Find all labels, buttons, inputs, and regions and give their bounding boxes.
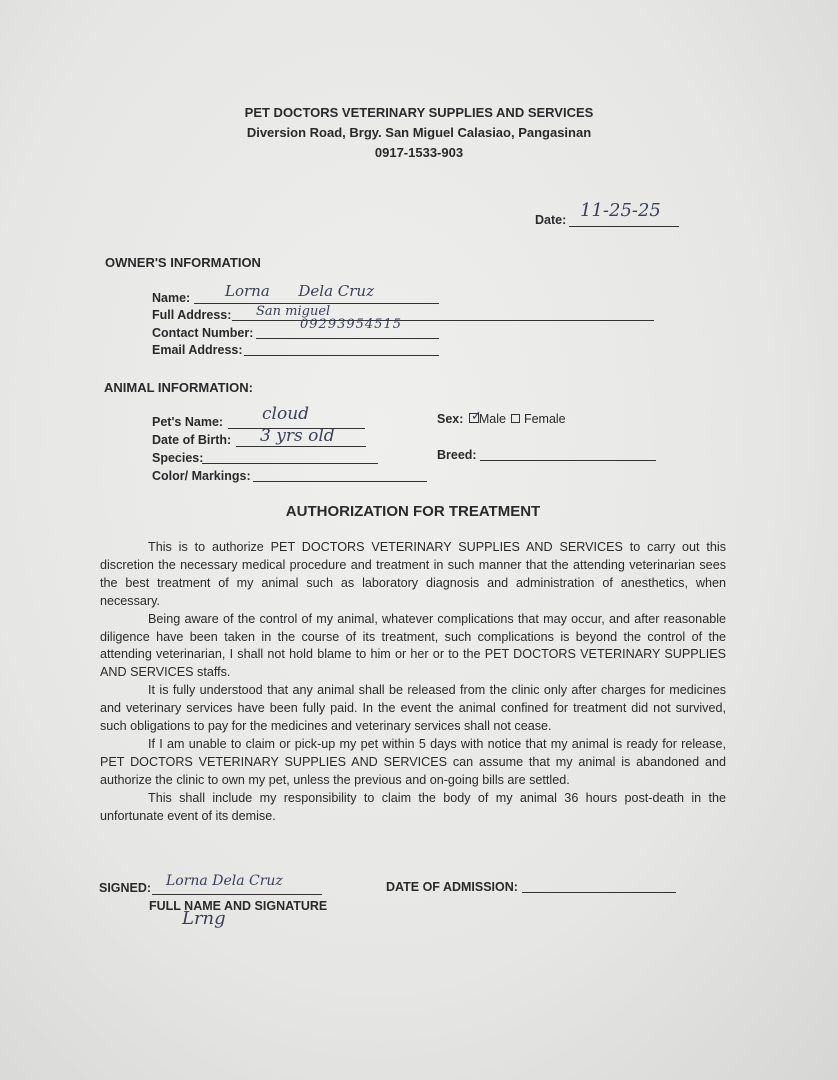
address-field[interactable]: San miguel (256, 304, 331, 319)
owner-name-field[interactable]: Lorna Dela Cruz (225, 282, 374, 300)
sex-field (437, 408, 566, 426)
paragraph: If I am unable to claim or pick-up my pet within 5 days with notice that my animal is ready for release, PET DOCTORS VETERINARY SUPPLIES AND SERVICES can assume that my animal is abandoned and authorize the clinic to own my pet, unless the previous and on-going bills are settled. (100, 736, 726, 787)
name-label: Name: (152, 291, 191, 305)
breed-field[interactable] (480, 460, 656, 461)
pet-name-label: Pet's Name: (152, 415, 224, 429)
male-checkbox[interactable] (469, 408, 482, 423)
signed-field[interactable]: Lorna Dela Cruz (166, 873, 283, 889)
dob-line (236, 446, 366, 447)
pet-name-field[interactable]: cloud (262, 404, 310, 424)
contact-field[interactable]: 09293954515 (300, 317, 402, 332)
admission-label: DATE OF ADMISSION: (386, 880, 518, 894)
female-checkbox[interactable] (511, 414, 520, 423)
signed-label: SIGNED: (99, 881, 152, 895)
paragraph: This is to authorize PET DOCTORS VETERINARY SUPPLIES AND SERVICES to carry out this discretion the necessary medical procedure and treatment in such manner that the attending veterinarian sees the best treatment of my animal such as laboratory diagnosis and administration of anesthetics, when necessary. (100, 540, 726, 608)
sex-label: Sex: (437, 412, 464, 426)
breed-label: Breed: (437, 448, 477, 462)
signed-line (152, 894, 322, 895)
signature-caption: FULL NAME AND SIGNATURE (149, 899, 328, 913)
male-label: Male (478, 412, 506, 426)
paragraph: It is fully understood that any animal shall be released from the clinic only after charges for medicines and veterinary services have been fully paid. In the event the animal confined for treatment did not survived, such obligations to pay for the medicines and veterinary services shall not cease. (100, 683, 726, 734)
species-field[interactable] (202, 463, 378, 464)
contact-line (256, 338, 439, 339)
species-label: Species: (152, 451, 204, 465)
date-line (569, 226, 679, 227)
color-label: Color/ Markings: (152, 469, 251, 483)
clinic-address: Diversion Road, Brgy. San Miguel Calasiao, Pangasinan (246, 125, 592, 140)
checkmark-icon: ✓ (470, 408, 482, 423)
animal-heading: ANIMAL INFORMATION: (104, 380, 253, 395)
female-label: Female (523, 412, 566, 426)
date-label: Date: (535, 213, 567, 227)
signature-scribble: Lrng (182, 908, 226, 929)
color-field[interactable] (253, 481, 427, 482)
admission-field[interactable] (522, 892, 676, 893)
address-label: Full Address: (152, 308, 232, 322)
paragraph: This shall include my responsibility to claim the body of my animal 36 hours post-death in the unfortunate event of its demise. (100, 790, 726, 823)
paragraph: Being aware of the control of my animal, whatever complications that may occur, and after reasonable diligence have been taken in the course of its treatment, such complications is beyond the control of the attending veterinarian, I shall not hold blame to him or her or to the PET DOCTORS VETERINARY SUPPLIES AND SERVICES staffs. (100, 611, 726, 680)
authorization-body (100, 539, 726, 826)
address-line (232, 320, 654, 321)
dob-field[interactable]: 3 yrs old (260, 426, 335, 446)
date-value[interactable]: 11-25-25 (580, 200, 661, 221)
contact-label: Contact Number: (152, 326, 254, 340)
owner-heading: OWNER'S INFORMATION (105, 255, 261, 270)
clinic-phone: 0917-1533-903 (374, 145, 464, 160)
email-label: Email Address: (152, 343, 243, 357)
authorization-title: AUTHORIZATION FOR TREATMENT (285, 503, 541, 520)
clinic-name: PET DOCTORS VETERINARY SUPPLIES AND SERVICES (244, 105, 594, 120)
email-field[interactable] (244, 355, 439, 356)
dob-label: Date of Birth: (152, 433, 232, 447)
